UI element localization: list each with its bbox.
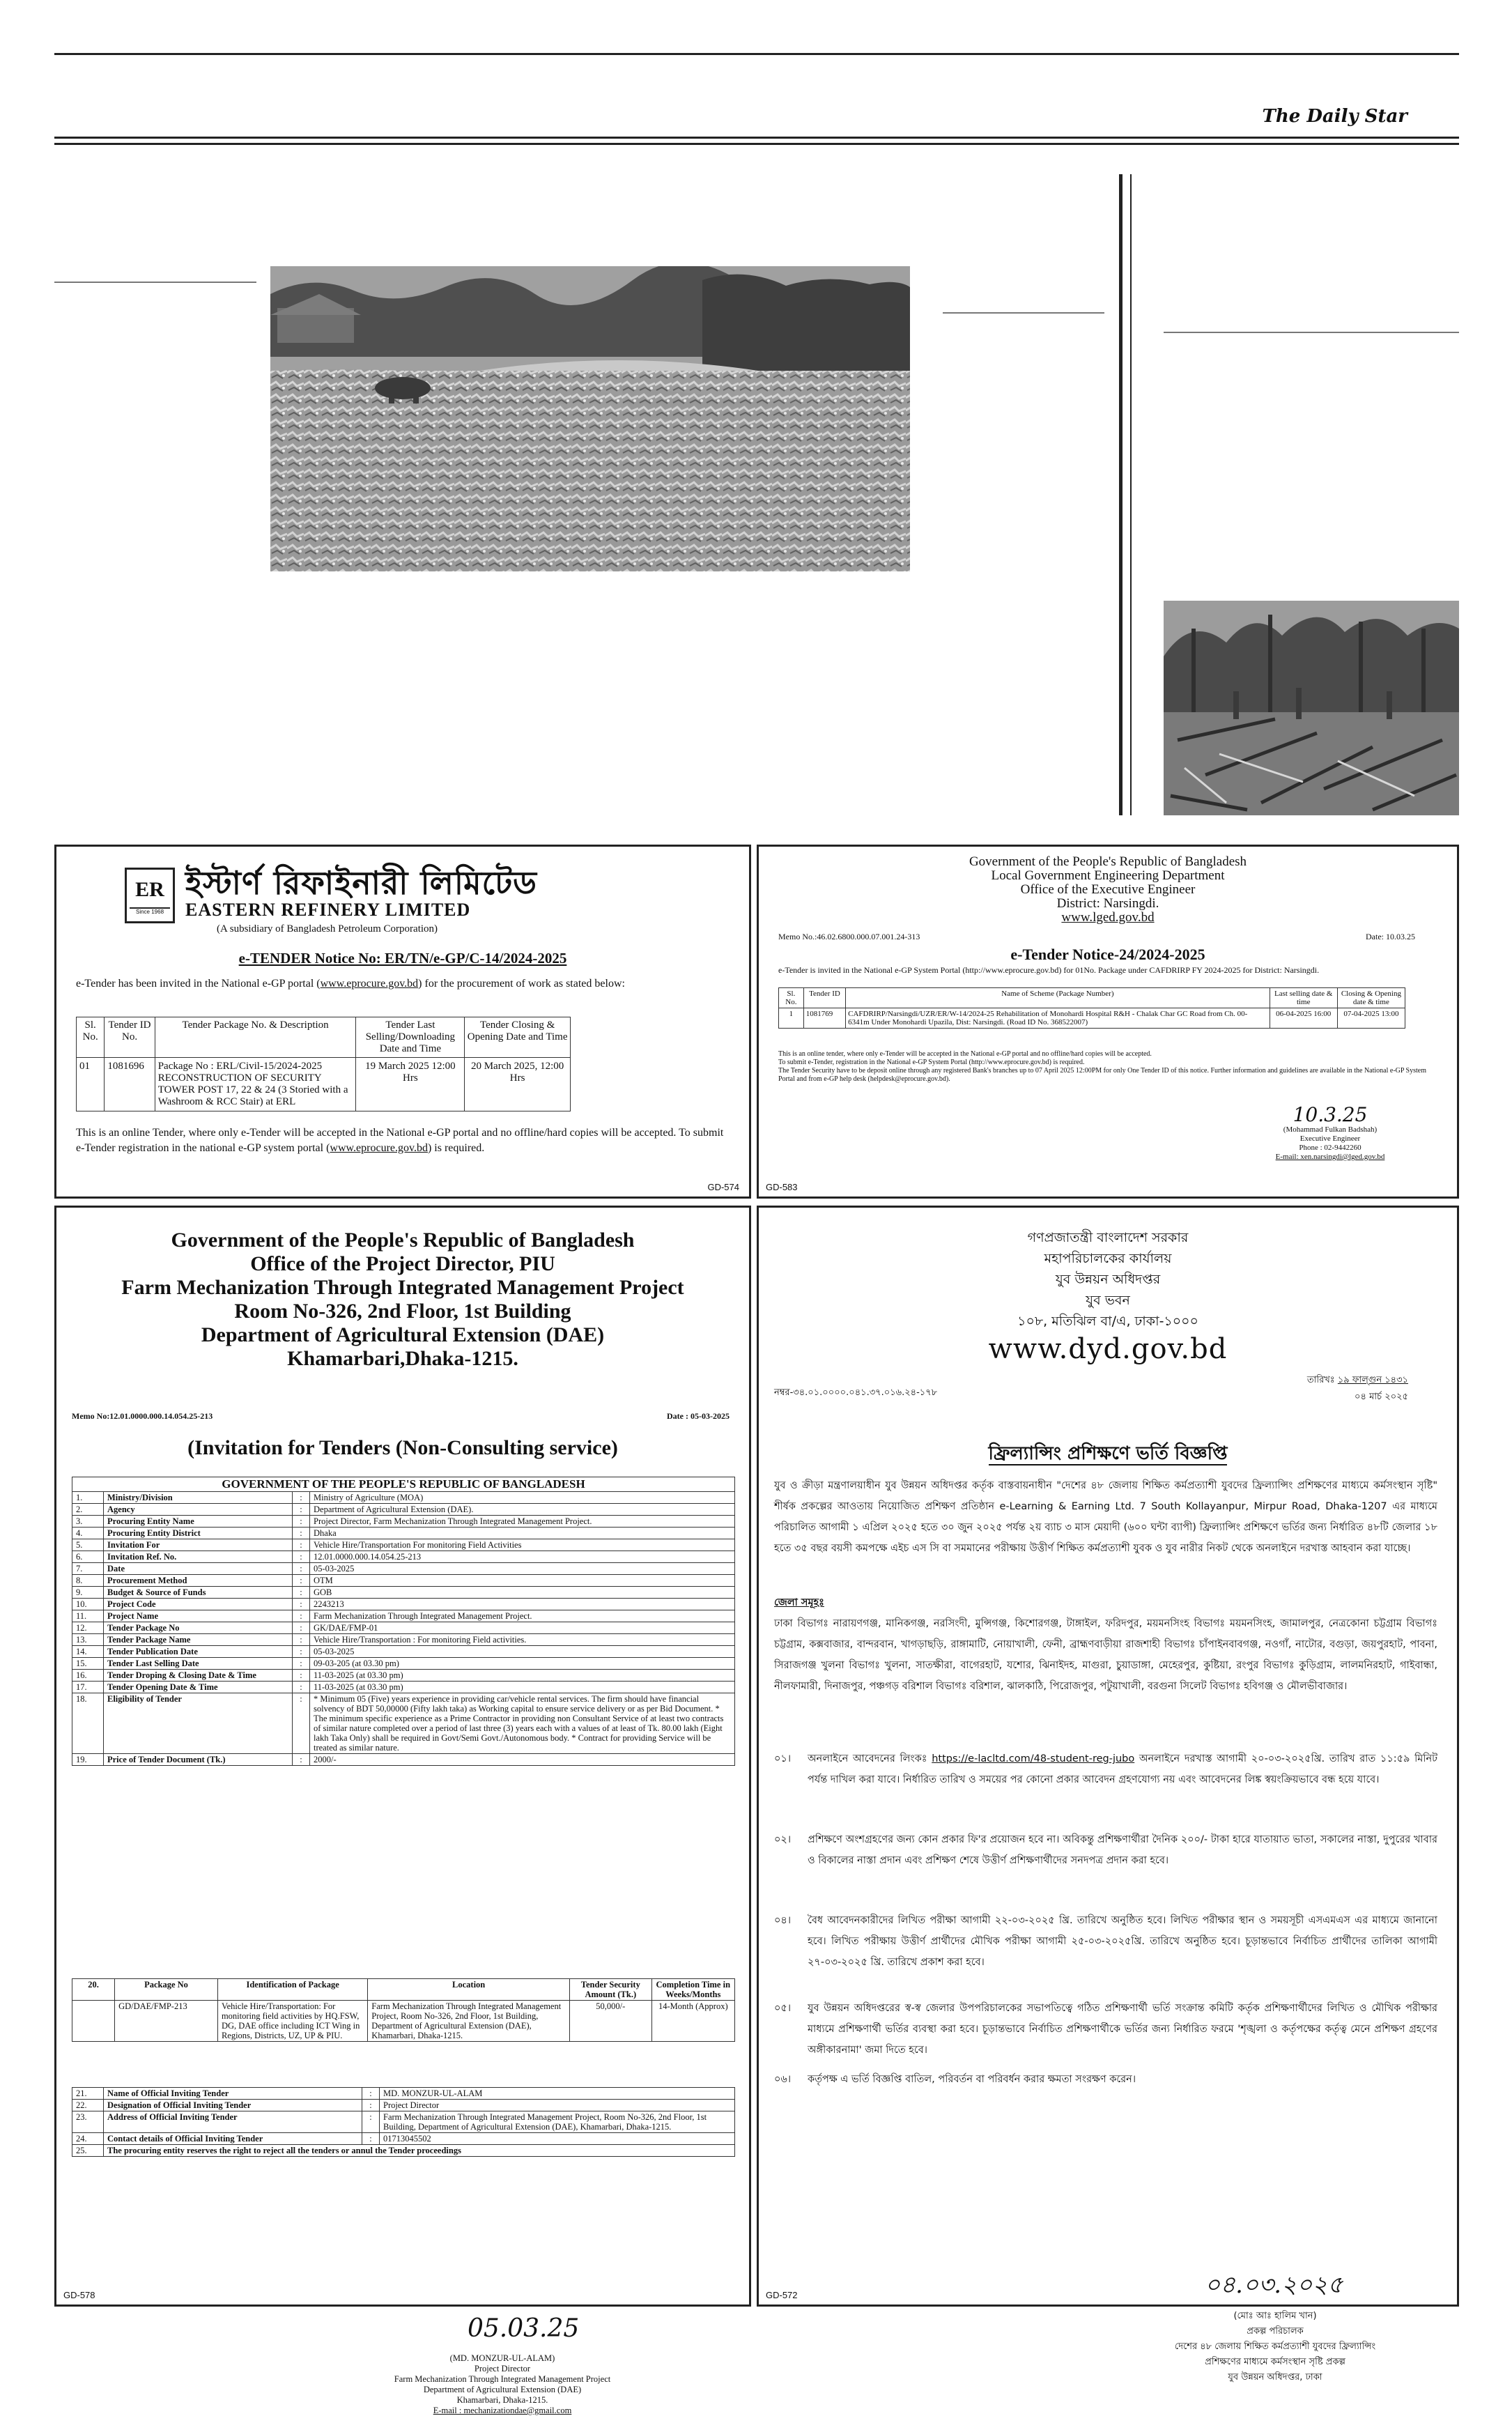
table-row: 18. Eligibility of Tender : * Minimum 05 (Five) years experience in providing car/vehicle rental services. The firm should have financial solvency of BDT 50,00000 (Fifty lakh taka) as Working capital to ensure service delivery or as per Bid Document. * The minimum specific experience as a Prime Contractor in providing non Consultant Service of at least two contracts of similar nature completed over a period of last three (3) years each with a values of at least of Tk. 80.00 lakh (Eight lakh Taka Only) shall be required in Govt/Semi Govt./Autonomous body. * Contract for providing Service will be treated as similar nature. xyxy=(72,1693,735,1754)
signature-block: (MD. MONZUR-UL-ALAM) Project Director Farm Mechanization Through Integrated Management Project Department of Agricultural Extension (DAE) Khamarbari, Dhaka-1215. E-mail : mechanizationdae@gmail.com xyxy=(307,2353,697,2416)
application-link[interactable]: https://e-lacltd.com/48-student-reg-jubo xyxy=(932,1753,1135,1764)
districts-list: ঢাকা বিভাগঃ নারায়ণগঞ্জ, মানিকগঞ্জ, নরসিংদী, মুন্সিগঞ্জ, কিশোরগঞ্জ, টাঙ্গাইল, ফরিদপুর, ময়মনসিংহ বিভাগঃ ময়মনসিংহ, জামালপুর, নেত্রকোনা চট্টগ্রাম বিভাগঃ চট্টগ্রাম, কক্সবাজার, বান্দরবান, খাগড়াছড়ি, রাঙ্গামাটি, নোয়াখালী, ফেনী, ব্রাহ্মণবাড়ীয়া রাজশাহী বিভাগঃ চাঁপাইনবাবগঞ্জ, নওগাঁ, নাটোর, বগুড়া, জয়পুরহাট, পাবনা, সিরাজগঞ্জ খুলনা বিভাগঃ খুলনা, সাতক্ষীরা, বাগেরহাট, যশোর, ঝিনাইদহ, মাগুরা, চুয়াডাঙ্গা, মেহেরপুর, কুষ্টিয়া, রংপুর বিভাগঃ কুড়িগ্রাম, লালমনিরহাট, গাইবান্ধা, নীলফামারী, দিনাজপুর, পঞ্চগড় বরিশাল বিভাগঃ বরিশাল, ঝালকাঠি, পিরোজপুর, পটুয়াখালী, বরগুনা সিলেট বিভাগঃ হবিগঞ্জ ও মৌলভীবাজার। xyxy=(774,1618,1437,1692)
ad-code: GD-583 xyxy=(766,1182,798,1192)
table-row: 22. Designation of Official Inviting Tender : Project Director xyxy=(72,2100,735,2111)
column-rule-left xyxy=(54,282,256,283)
table-row: GD/DAE/FMP-213 Vehicle Hire/Transportation: For monitoring field activities by HQ.FSW, DG, DAE office including ICT Wing in Regions, Districts, UZ, UP & PIU. Farm Mechanization Through Integrated Management Project, Room No-326, 2nd Floor, 1st Building, Department of Agricultural Extension (DAE), Khamarbari, Dhaka-1215. 50,000/- 14-Month (Approx) xyxy=(72,2001,735,2042)
company-name-english: EASTERN REFINERY LIMITED xyxy=(185,900,471,920)
table-row: 8. Procurement Method : OTM xyxy=(72,1575,735,1587)
header-double-rule-1 xyxy=(54,137,1459,139)
dyd-website[interactable]: www.dyd.gov.bd xyxy=(988,1333,1228,1365)
notice-date: Date : 05-03-2025 xyxy=(667,1411,730,1421)
memo-number: নম্বর-৩৪.০১.০০০০.০৪১.৩৭.০১৬.২৪-১৭৮ xyxy=(774,1387,938,1398)
table-row: 10. Project Code : 2243213 xyxy=(72,1599,735,1610)
table-row: 25. The procuring entity reserves the right to reject all the tenders or annul the Tender proceedings xyxy=(72,2145,735,2157)
eprocure-link[interactable]: www.eprocure.gov.bd xyxy=(320,978,419,990)
ad-eastern-refinery xyxy=(54,845,751,1199)
table-row: 15. Tender Last Selling Date : 09-03-205 (at 03.30 pm) xyxy=(72,1658,735,1670)
tender-intro: e-Tender is invited in the National e-GP System Portal (http://www.eprocure.gov.bd) for 01No. Package under CAFDRIRP FY 2024-2025 for District: Narsingdi. xyxy=(778,965,1320,975)
signature-block: 10.3.25 (Mohammad Fulkan Badshah) Executive Engineer Phone : 02-9442260 E-mail: xen.narsingdi@lged.gov.bd xyxy=(1267,1105,1393,1162)
list-item: ০৫। যুব উন্নয়ন অধিদপ্তরের স্ব-স্ব জেলার উপপরিচালকের সভাপতিত্বে গঠিত প্রশিক্ষণার্থী ভর্তি সংক্রান্ত কমিটি কর্তৃক প্রশিক্ষণার্থীদের লিখিত ও মৌখিক পরীক্ষার মাধ্যমে প্রশিক্ষণার্থী ভর্তির ব্যবস্থা করা হবে। চূড়ান্তভাবে নির্বাচিত প্রশিক্ষণার্থীকে ভর্তির জন্য নির্ধারিত ফরমে 'শৃঙ্খলা ও কর্তৃপক্ষের কর্তৃত্ব মেনে প্রশিক্ষণ গ্রহণের অঙ্গীকারনামা' জমা দিতে হবে। xyxy=(774,2003,1437,2056)
table-row: 17. Tender Opening Date & Time : 11-03-2025 (at 03.30 pm) xyxy=(72,1682,735,1693)
vertical-divider-thin xyxy=(1130,174,1132,815)
notice-title: ফ্রিল্যান্সিং প্রশিক্ষণে ভর্তি বিজ্ঞপ্তি xyxy=(988,1443,1228,1464)
header-double-rule-2 xyxy=(54,143,1459,145)
col-closing: Tender Closing & Opening Date and Time xyxy=(465,1017,571,1058)
table-row: 11. Project Name : Farm Mechanization Through Integrated Management Project. xyxy=(72,1610,735,1622)
table-row: 3. Procuring Entity Name : Project Director, Farm Mechanization Through Integrated Management Project. xyxy=(72,1516,735,1528)
ad-dyd-freelancing xyxy=(757,1206,1459,2383)
lged-email[interactable]: E-mail: xen.narsingdi@lged.gov.bd xyxy=(1275,1153,1385,1161)
ad-code: GD-572 xyxy=(766,2290,798,2300)
table-row: 01 1081696 Package No : ERL/Civil-15/2024-2025 RECONSTRUCTION OF SECURITY TOWER POST 17, 22 & 24 (3 Storied with a Washroom & RCC Stair) at ERL 19 March 2025 12:00 Hrs 20 March 2025, 12:00 Hrs xyxy=(77,1058,571,1111)
table-row: 24. Contact details of Official Inviting Tender : 01713045502 xyxy=(72,2133,735,2145)
list-item: ০১। অনলাইনে আবেদনের লিংকঃ https://e-lacltd.com/48-student-reg-jubo অনলাইনে দরখাস্ত আগামী ২০-০৩-২০২৫খ্রি. তারিখ রাত ১১:৫৯ মিনিট পর্যন্ত দাখিল করা যাবে। নির্ধারিত তারিখ ও সময়ের পর কোনো প্রকার আবেদন গ্রহণযোগ্য নয় এবং আবেদনের লিঙ্ক স্বয়ংক্রিয়ভাবে বন্ধ হয়ে যাবে। xyxy=(774,1753,1438,1785)
col-package: Tender Package No. & Description xyxy=(155,1017,356,1058)
top-rule xyxy=(54,53,1459,55)
table-row: 4. Procuring Entity District : Dhaka xyxy=(72,1528,735,1539)
tender-notice-title: e-TENDER Notice No: ER/TN/e-GP/C-14/2024-2025 xyxy=(238,950,567,967)
vertical-divider-thick xyxy=(1119,174,1123,815)
table-row: 1. Ministry/Division : Ministry of Agriculture (MOA) xyxy=(72,1492,735,1504)
invitation-title: (Invitation for Tenders (Non-Consulting service) xyxy=(187,1436,618,1459)
ad-code: GD-574 xyxy=(707,1182,739,1192)
tender-intro: e-Tender has been invited in the National e-GP portal (www.eprocure.gov.bd) for the procurement of work as stated below: xyxy=(76,978,625,990)
table-row: 2. Agency : Department of Agricultural Extension (DAE). xyxy=(72,1504,735,1516)
col-last-selling: Tender Last Selling/Downloading Date and Time xyxy=(356,1017,465,1058)
notice-intro: যুব ও ক্রীড়া মন্ত্রণালয়াধীন যুব উন্নয়ন অধিদপ্তর কর্তৃক বাস্তবায়নাধীন "দেশের ৪৮ জেলায় শিক্ষিত কর্মপ্রত্যাশী যুবদের ফ্রিল্যান্সিং প্রশিক্ষণের মাধ্যমে কর্মসংস্থান সৃষ্টি" শীর্ষক প্রকল্পের আওতায় নিয়োজিত প্রশিক্ষণ প্রতিষ্ঠান e-Learning & Earning Ltd. 7 South Kollayanpur, Mirpur Road, Dhaka-1207 এর মাধ্যমে পরিচালিত আগামী ১ এপ্রিল ২০২৫ হতে ৩০ জুন ২০২৫ পর্যন্ত ২য় ব্যাচ ৩ মাস মেয়াদী (৬০০ ঘন্টা ব্যাপী) ফ্রিল্যান্সিং প্রশিক্ষণে ভর্তির জন্য নির্ধারিত ৪৮টি জেলার ১৮ হতে ৩৫ বছর বয়সী কমপক্ষে এইচ এস সি বা সমমানের পরীক্ষায় উত্তীর্ণ শিক্ষিত কর্মপ্রত্যাশী যুবক ও যুব নারীর নিকট থেকে অনলাইনে দরখাস্ত আহবান করা যাচ্ছে। xyxy=(774,1480,1437,1554)
table-row: 13. Tender Package Name : Vehicle Hire/Transportation : For monitoring Field activities. xyxy=(72,1634,735,1646)
tender-notes: This is an online tender, where only e-Tender will be accepted in the National e-GP portal and no offline/hard copies will be accepted. To submit e-Tender, registration in the National e-GP System Portal (http://www.eprocure.gov.bd) is required. The Tender Security have to be deposit online through any registered Bank's branches up to 07 April 2025 12:00PM for only One Tender ID of this notice. Further information and guidelines are available in the National e-GP System Portal and from e-GP help desk (helpdesk@eprocure.gov.bd). xyxy=(778,1050,1427,1083)
eprocure-link[interactable]: www.eprocure.gov.bd xyxy=(330,1142,428,1154)
col-tender-id: Tender ID No. xyxy=(105,1017,155,1058)
official-table xyxy=(72,2087,735,2157)
dyd-header: গণপ্রজাতন্ত্রী বাংলাদেশ সরকার মহাপরিচালকের কার্যালয় যুব উন্নয়ন অধিদপ্তর যুব ভবন ১০৮, মতিঝিল বা/এ, ঢাকা-১০০০ xyxy=(1017,1230,1198,1329)
package-table: 20. Package No Identification of Package Location Tender Security Amount (Tk.) Completion Time in Weeks/Months GD/DAE/FMP-213 Vehicle Hire/Transportation: For monitoring field activities by HQ.FSW, DG, DAE office including ICT Wing in Regions, Districts, UZ, UP & PIU. Farm Mechanization Through Integrated Management Project, Room No-326, 2nd Floor, 1st Building, Department of Agricultural Extension (DAE), Khamarbari, Dhaka-1215. 50,000/- 14-Month (Approx) xyxy=(72,1978,735,2042)
memo-number: Memo No:12.01.0000.000.14.054.25-213 xyxy=(72,1411,213,1421)
photo-demolished-structures xyxy=(1164,601,1459,815)
masthead: The Daily Star xyxy=(1262,106,1407,127)
tender-notice-title: e-Tender Notice-24/2024-2025 xyxy=(1010,946,1205,963)
table-row: 23. Address of Official Inviting Tender : Farm Mechanization Through Integrated Management Project, Room No-326, 2nd Floor, 1st Building, Department of Agricultural Extension (DAE), Khamarbari, Dhaka-1215. xyxy=(72,2111,735,2133)
signature: ০৪.০৩.২০২৫ xyxy=(1205,2271,1343,2299)
signature: 05.03.25 xyxy=(468,2314,580,2343)
piu-email[interactable]: E-mail : mechanizationdae@gmail.com xyxy=(433,2406,572,2415)
list-item: ০৪। বৈধ আবেদনকারীদের লিখিত পরীক্ষা আগামী ২২-০৩-২০২৫ খ্রি. তারিখে অনুষ্ঠিত হবে। লিখিত পরীক্ষার স্থান ও সময়সূচী এসএমএস এর মাধ্যমে জানানো হবে। লিখিত পরীক্ষায় উত্তীর্ণ প্রার্থীদের মৌখিক পরীক্ষা আগামী ২৫-০৩-২০২৫খ্রি. তারিখে অনুষ্ঠিত হবে। চূড়ান্তভাবে নির্বাচিত প্রার্থীদের তালিকা আগামী ২৭-০৩-২০২৫ খ্রি. তারিখে প্রকাশ করা হবে। xyxy=(774,1915,1437,1968)
notice-date: Date: 10.03.25 xyxy=(1366,932,1415,941)
notice-date: তারিখঃ ১৯ ফাল্গুন ১৪৩১ ০৪ মার্চ ২০২৫ xyxy=(1306,1375,1408,1402)
ad-farm-mechanization xyxy=(54,1206,751,2415)
eastern-refinery-logo: ER Since 1968 xyxy=(125,868,175,923)
memo-number: Memo No.:46.02.6800.000.07.001.24-313 xyxy=(778,932,920,941)
photo-garbage-riverbank xyxy=(270,266,910,571)
tender-table: Sl. No. Tender ID Name of Scheme (Package Number) Last selling date & time Closing & Opening date & time 1 1081769 CAFDRIRP/Narsingdi/UZR/ER/W-14/2024-25 Rehabilitation of Monohardi Hospital R&H - Chalak Char GC Road from Ch. 00-6341m Under Monohardi Upazila, Dist: Narsingdi. (Road ID No. 368522007) 06-04-2025 16:00 07-04-2025 13:00 xyxy=(778,987,1405,1029)
table-row: 1 1081769 CAFDRIRP/Narsingdi/UZR/ER/W-14/2024-25 Rehabilitation of Monohardi Hospital R&H - Chalak Char GC Road from Ch. 00-6341m Under Monohardi Upazila, Dist: Narsingdi. (Road ID No. 368522007) 06-04-2025 16:00 07-04-2025 13:00 xyxy=(779,1008,1405,1029)
signature-block: (মোঃ আঃ হালিম খান) প্রকল্প পরিচালক দেশের ৪৮ জেলায় শিক্ষিত কর্মপ্রত্যাশী যুবদের ফ্রিল্যান্সিং প্রশিক্ষণের মাধ্যমে কর্মসংস্থান সৃষ্টি প্রকল্প যুব উন্নয়ন অধিদপ্তর, ঢাকা xyxy=(1174,2311,1376,2383)
list-item: ০২। প্রশিক্ষণে অংশগ্রহণের জন্য কোন প্রকার ফি'র প্রয়োজন হবে না। অবিকন্তু প্রশিক্ষণার্থীরা দৈনিক ২০০/- টাকা হারে যাতায়াত ভাতা, সকালের নাস্তা, দুপুরের খাবার ও বিকালের নাস্তা প্রদান এবং প্রশিক্ষণ শেষে উত্তীর্ণ প্রশিক্ষণার্থীদের সনদপত্র প্রদান করা হবে। xyxy=(774,1834,1437,1866)
lged-header: Government of the People's Republic of Bangladesh Local Government Engineering Department Office of the Executive Engineer District: Narsingdi. www.lged.gov.bd xyxy=(759,855,1457,925)
table-row: 19. Price of Tender Document (Tk.) : 2000/- xyxy=(72,1754,735,1766)
signature: 10.3.25 xyxy=(1293,1103,1368,1126)
company-subsidiary: (A subsidiary of Bangladesh Petroleum Corporation) xyxy=(217,923,438,934)
table-row: 12. Tender Package No : GK/DAE/FMP-01 xyxy=(72,1622,735,1634)
list-item: ০৬। কর্তৃপক্ষ এ ভর্তি বিজ্ঞপ্তি বাতিল, পরিবর্তন বা পরিবর্ধন করার ক্ষমতা সংরক্ষণ করেন। xyxy=(774,2074,1136,2085)
table-row: 21. Name of Official Inviting Tender : MD. MONZUR-UL-ALAM xyxy=(72,2088,735,2100)
ad-lged-narsingdi xyxy=(757,845,1459,1199)
ad-code: GD-578 xyxy=(63,2290,95,2300)
table-row: 6. Invitation Ref. No. : 12.01.0000.000.14.054.25-213 xyxy=(72,1551,735,1563)
column-rule-right xyxy=(1164,332,1459,333)
table-row: 5. Invitation For : Vehicle Hire/Transportation For monitoring Field Activities xyxy=(72,1539,735,1551)
table-row: 14. Tender Publication Date : 05-03-2025 xyxy=(72,1646,735,1658)
tender-details-table: GOVERNMENT OF THE PEOPLE'S REPUBLIC OF BANGLADESH 1. Ministry/Division : Ministry of Agriculture (MOA) 2. Agency : Department of Agricultural Extension (DAE). 3. Procuring Entity Name : Project Director, Farm Mechanization Through Integrated Management Project. 4. Procuring Entity District : Dhaka 5. Invitation For : Vehicle Hire/Transportation For monitoring Field Activities 6. Invitation Ref. No. : 12.01.0000.000.14.054.25-213 7. Date : 05-03-2025 8. Procurement Method : OTM 9. Budget & Source of Funds : GOB 10. Project Code : 2243213 11. Project Name : Farm Mechanization Through Integrated Management Project. 12. Tender Package No : GK/DAE/FMP-01 13. Tender Package Name : Vehicle Hire/Transportation : For monitoring Field activities. 14. Tender Publication Date : 05-03-2025 15. Tender Last Selling Date : 09-03-205 (at 03.30 pm) 16. Tender Droping & Closing Date & Time : 11-03-2025 (at 03.30 pm) 17. Tender Opening Date & Time : 11-03-2025 (at 03.30 pm) 18. Eligibility of Tender : * Minimum 05 (Five) years experience in providing car/vehicle rental services. The firm should have financial solvency of BDT 50,00000 (Fifty lakh taka) as Working capital to ensure service delivery or as per Bid Document. * The minimum specific experience as a Prime Contractor in providing non Consultant Service of at least two contracts of similar nature completed over a period of last three (3) years each with a values of at least of Tk. 80.00 lakh (Eight lakh Taka Only) shall be required in Govt/Semi Govt./Autonomous body. * Contract for providing Service will be treated as similar nature. 19. Price of Tender Document (Tk.) : 2000/- xyxy=(72,1477,735,1766)
tender-footer: This is an online Tender, where only e-Tender will be accepted in the National e-GP portal and no offline/hard copies will be accepted. To submit e-Tender registration in the national e-GP system portal (www.eprocure.gov.bd) is required. xyxy=(76,1127,724,1154)
col-sl: Sl. No. xyxy=(77,1017,105,1058)
table-row: 16. Tender Droping & Closing Date & Time : 11-03-2025 (at 03.30 pm) xyxy=(72,1670,735,1682)
table-row: 7. Date : 05-03-2025 xyxy=(72,1563,735,1575)
tender-table xyxy=(76,1017,571,1111)
table-row: 9. Budget & Source of Funds : GOB xyxy=(72,1587,735,1599)
lged-website[interactable]: www.lged.gov.bd xyxy=(1061,910,1155,925)
column-rule-mid xyxy=(943,312,1104,314)
piu-header: Government of the People's Republic of Bangladesh Office of the Project Director, PIU Farm Mechanization Through Integrated Management Project Room No-326, 2nd Floor, 1st Building Department of Agricultural Extension (DAE) Khamarbari,Dhaka-1215. xyxy=(121,1229,684,1370)
company-name-bangla: ইস্টার্ণ রিফাইনারী লিমিটেড xyxy=(185,864,538,902)
districts-heading: জেলা সমূহঃ xyxy=(774,1597,824,1608)
